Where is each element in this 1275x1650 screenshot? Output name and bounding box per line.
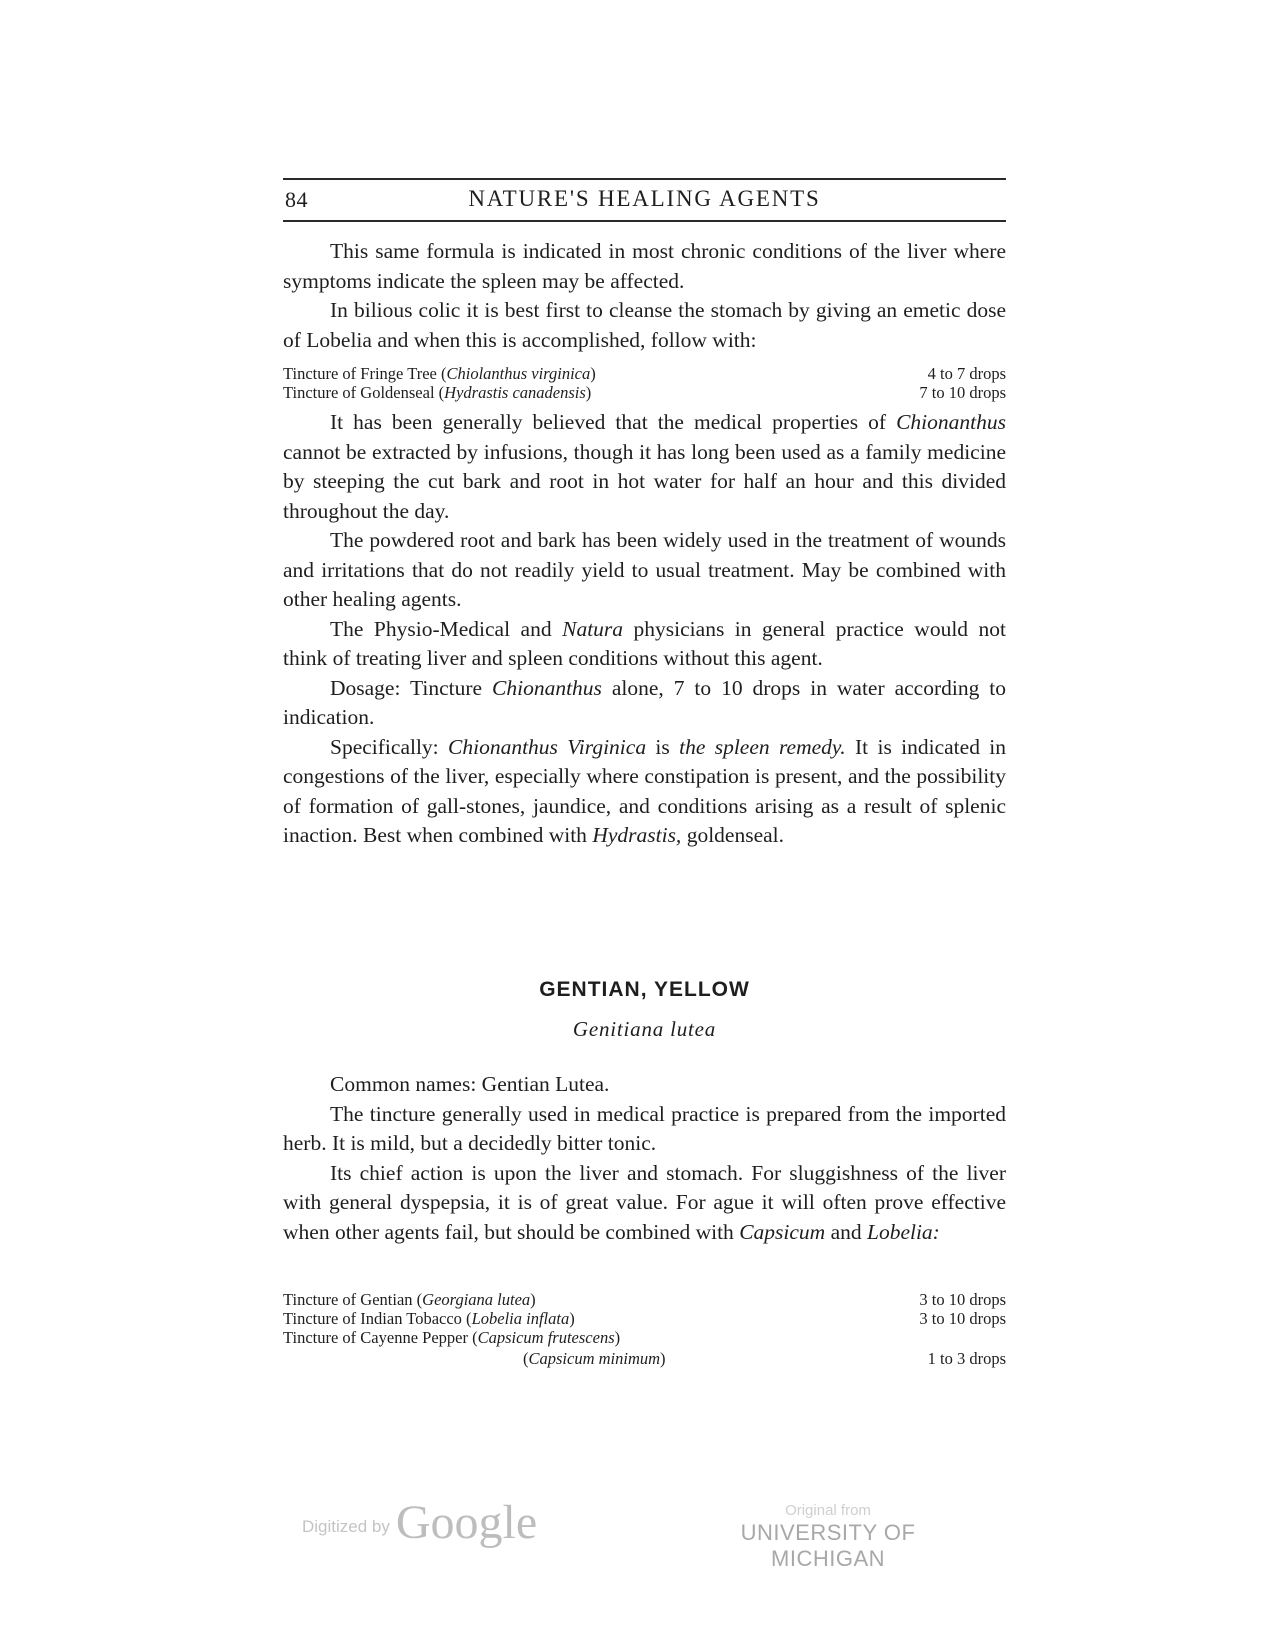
page-number: 84 <box>285 187 308 212</box>
body-text-bottom <box>283 1070 1006 1247</box>
paragraph: Specifically: Chionanthus Virginica is the spleen remedy. It is indicated in congestions of the liver, especially where constipation is present, and the possibility of formation of gall-stones, jaundice, and conditions arising as a result of splenic inaction. Best when combined with Hydrastis, goldenseal. <box>283 734 1007 847</box>
paragraph: Dosage: Tincture Chionanthus alone, 7 to 10 drops in water according to indication. <box>283 675 1006 729</box>
formula-row <box>283 1328 1006 1347</box>
paragraph: The Physio-Medical and Natura physicians in general practice would not think of treating liver and spleen conditions without this agent. <box>283 616 1007 670</box>
paragraph: The tincture generally used in medical practice is prepared from the imported herb. It is mild, but a decidedly bitter tonic. <box>283 1101 1006 1155</box>
section-subtitle: Genitiana lutea <box>572 1017 717 1041</box>
paragraph: This same formula is indicated in most chronic conditions of the liver where symptoms indicate the spleen may be affected. <box>283 239 1006 293</box>
formula-ingredient: Tincture of Goldenseal (Hydrastis canadensis) <box>283 383 592 402</box>
section-title: GENTIAN, YELLOW <box>539 978 750 1001</box>
formula-dose: 4 to 7 drops <box>927 364 1006 383</box>
formula-row <box>283 1309 1006 1328</box>
paragraph: Common names: Gentian Lutea. <box>330 1072 610 1096</box>
google-logo: Google <box>395 1496 538 1549</box>
paragraph: Its chief action is upon the liver and stomach. For sluggishness of the liver with general dyspepsia, it is of great value. For ague it will often prove effective when other agents fail, but should be combined with Capsicum and Lobelia: <box>283 1160 1006 1244</box>
formula-ingredient: Tincture of Gentian (Georgiana lutea) <box>283 1290 536 1309</box>
formula-dose: 1 to 3 drops <box>927 1349 1006 1368</box>
body-text-middle <box>283 408 1006 851</box>
digitized-watermark <box>302 1495 537 1550</box>
formula-row <box>283 364 1006 383</box>
formula-ingredient: Tincture of Fringe Tree (Chiolanthus virginica) <box>283 364 596 383</box>
paragraph: It has been generally believed that the medical properties of Chionanthus cannot be extracted by infusions, though it has long been used as a family medicine by steeping the cut bark and root in hot water for half an hour and this divided throughout the day. <box>283 410 1006 523</box>
university-label: UNIVERSITY OF MICHIGAN <box>740 1520 916 1571</box>
formula-table <box>283 1290 1006 1368</box>
page-header <box>283 178 1006 222</box>
formula-row <box>283 1349 1006 1368</box>
formula-dose: 7 to 10 drops <box>919 383 1006 402</box>
formula-ingredient: Tincture of Indian Tobacco (Lobelia inflata) <box>283 1309 575 1328</box>
body-text-top <box>283 237 1006 355</box>
formula-dose: 3 to 10 drops <box>919 1309 1006 1328</box>
formula-row <box>283 1290 1006 1309</box>
formula-table <box>283 364 1006 402</box>
formula-ingredient: (Capsicum minimum) <box>523 1349 666 1368</box>
formula-row <box>283 383 1006 402</box>
formula-dose-empty <box>876 1328 1006 1347</box>
paragraph: The powdered root and bark has been widely used in the treatment of wounds and irritations that do not readily yield to usual treatment. May be combined with other healing agents. <box>283 528 1006 611</box>
digitized-label: Digitized by <box>302 1517 390 1536</box>
paragraph: In bilious colic it is best first to cleanse the stomach by giving an emetic dose of Lobelia and when this is accomplished, follow with: <box>283 298 1006 352</box>
original-source-watermark <box>698 1502 958 1572</box>
formula-dose: 3 to 10 drops <box>919 1290 1006 1309</box>
running-title: NATURE'S HEALING AGENTS <box>468 186 821 211</box>
original-label: Original from <box>785 1502 871 1519</box>
formula-ingredient: Tincture of Cayenne Pepper (Capsicum frutescens) <box>283 1328 621 1347</box>
